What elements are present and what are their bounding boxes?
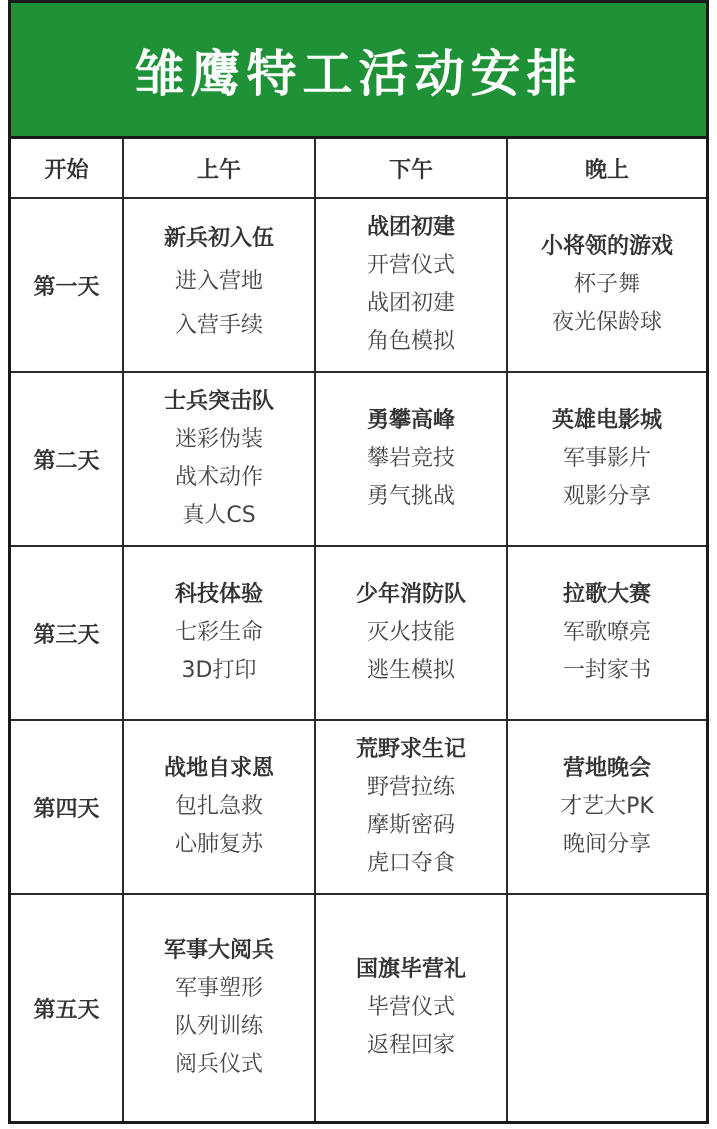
evening-cell-empty [507,894,706,1121]
activity-item: 灭火技能 [366,620,455,645]
activity-item: 攀岩竞技 [366,446,455,471]
day-label: 第四天 [11,720,123,894]
activity-item: 夜光保龄球 [551,310,662,335]
activity-item: 入营手续 [174,313,263,338]
header-start: 开始 [11,139,123,198]
evening-cell [507,198,706,372]
evening-cell [507,720,706,894]
activity-title: 科技体验 [174,582,263,607]
schedule-sheet [8,0,709,1124]
day-label: 第一天 [11,198,123,372]
activity-item: 七彩生命 [174,620,263,645]
header-morning: 上午 [123,139,315,198]
activity-title: 军事大阅兵 [163,938,274,963]
table-row [11,720,706,894]
morning-cell [123,720,315,894]
header-row [11,139,706,198]
header-evening: 晚上 [507,139,706,198]
title-banner [11,3,706,139]
activity-item: 角色模拟 [366,329,455,354]
morning-cell [123,372,315,546]
activity-item: 观影分享 [562,484,651,509]
activity-item: 勇气挑战 [366,484,455,509]
activity-item: 战术动作 [174,465,263,490]
activity-item: 虎口夺食 [366,851,455,876]
table-row [11,894,706,1121]
activity-title: 国旗毕营礼 [355,957,466,982]
activity-item: 3D打印 [181,658,257,683]
day-label: 第二天 [11,372,123,546]
activity-item: 野营拉练 [366,775,455,800]
activity-title: 营地晚会 [562,756,651,781]
afternoon-cell [315,720,507,894]
activity-title: 小将领的游戏 [540,234,673,259]
activity-item: 真人CS [182,503,256,528]
table-row [11,546,706,720]
activity-item: 军事塑形 [174,976,263,1001]
activity-item: 晚间分享 [562,832,651,857]
activity-item: 迷彩伪装 [174,427,263,452]
morning-cell [123,546,315,720]
activity-item: 开营仪式 [366,253,455,278]
activity-item: 军事影片 [562,446,651,471]
activity-item: 包扎急救 [174,794,263,819]
afternoon-cell [315,546,507,720]
day-label: 第三天 [11,546,123,720]
page-title: 雏鹰特工活动安排 [134,44,583,103]
activity-title: 荒野求生记 [355,737,466,762]
activity-title: 战团初建 [366,215,455,240]
table-row [11,198,706,372]
activity-title: 勇攀高峰 [366,408,455,433]
activity-title: 少年消防队 [355,582,466,607]
morning-cell [123,894,315,1121]
activity-item: 一封家书 [562,658,651,683]
afternoon-cell [315,198,507,372]
evening-cell [507,546,706,720]
activity-item: 返程回家 [366,1033,455,1058]
activity-item: 毕营仪式 [366,995,455,1020]
activity-item: 心肺复苏 [174,832,263,857]
afternoon-cell [315,894,507,1121]
activity-title: 士兵突击队 [163,389,274,414]
activity-item: 队列训练 [174,1014,263,1039]
day-label: 第五天 [11,894,123,1121]
schedule-table [11,139,706,1121]
evening-cell [507,372,706,546]
activity-item: 阅兵仪式 [174,1052,263,1077]
afternoon-cell [315,372,507,546]
morning-cell [123,198,315,372]
activity-item: 战团初建 [366,291,455,316]
activity-item: 才艺大PK [560,794,654,819]
activity-title: 战地自求恩 [163,756,274,781]
header-afternoon: 下午 [315,139,507,198]
activity-item: 杯子舞 [573,272,640,297]
activity-title: 英雄电影城 [551,408,662,433]
activity-item: 逃生模拟 [366,658,455,683]
activity-title: 新兵初入伍 [163,226,274,251]
activity-item: 军歌嘹亮 [562,620,651,645]
table-row [11,372,706,546]
activity-title: 拉歌大赛 [562,582,651,607]
activity-item: 摩斯密码 [366,813,455,838]
activity-item: 进入营地 [174,269,263,294]
